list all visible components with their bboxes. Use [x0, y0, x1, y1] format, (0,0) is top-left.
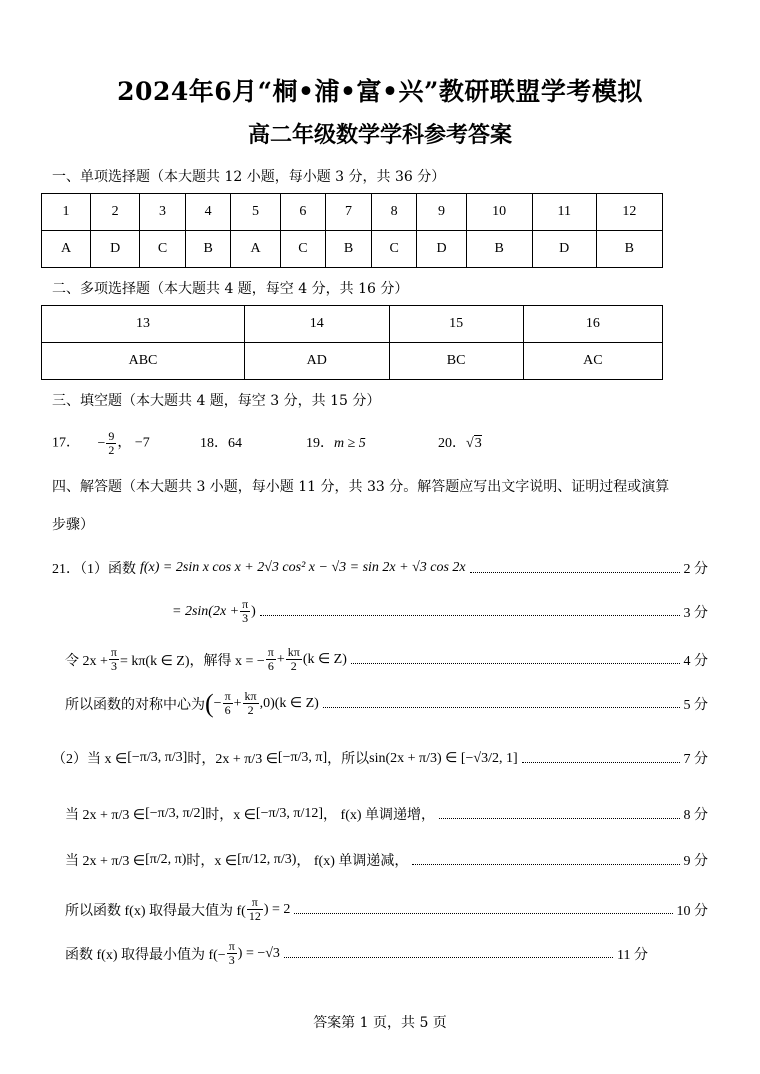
frac-num: π: [110, 645, 117, 659]
table-row-answers: [42, 231, 663, 268]
frac-den: 2: [247, 703, 254, 717]
dot-leader: [470, 572, 680, 573]
table-cell: C: [140, 231, 186, 268]
table-cell: 11: [532, 194, 596, 231]
q21-line-2: [172, 598, 708, 625]
q18-answer: 18．64: [200, 436, 242, 451]
minus-sign: −: [213, 695, 222, 711]
q17-fraction: [106, 430, 116, 457]
q21-line-1: [52, 558, 708, 578]
dot-leader: [522, 762, 680, 763]
frac-num: π: [267, 645, 274, 659]
table-cell: 5: [231, 194, 280, 231]
q20-answer: 20．√3: [438, 436, 482, 451]
dot-leader: [260, 615, 680, 616]
q21-expr-6-post: ， f(x) 单调递增，: [323, 808, 436, 823]
page-title: 2024年6月“桐•浦•富•兴”教研联盟学考模拟: [117, 77, 643, 106]
plus-sign: +: [233, 695, 242, 711]
score-label: 10 分: [676, 903, 708, 919]
q17-rest: ， −7: [117, 435, 150, 451]
q21-line-4: [65, 690, 708, 717]
plus-sign: +: [276, 651, 285, 667]
table-cell: A: [42, 231, 91, 268]
q21-expr-5-mid2: ，所以: [327, 752, 370, 767]
frac-den: 6: [224, 703, 231, 717]
q21-line-9: [65, 940, 648, 967]
q20-label: 20．: [438, 436, 466, 451]
q19-value: m ≥ 5: [334, 436, 366, 451]
q17-label: 17．: [52, 435, 80, 451]
interval-1: [−π/3, π/3]: [127, 750, 188, 765]
frac-num: π: [228, 939, 235, 953]
q21-expr-6-pre: 当 2x + π/3 ∈: [65, 808, 146, 823]
q21-expr-4-pre: 所以函数的对称中心为: [65, 697, 205, 713]
fraction: [243, 690, 259, 717]
q21-expr-3-post: (k ∈ Z): [302, 652, 347, 667]
table-cell: 1: [42, 194, 91, 231]
fraction: [227, 940, 237, 967]
q21-line-5: [52, 748, 708, 768]
page-subtitle: 高二年级数学学科参考答案: [247, 122, 512, 148]
dot-leader: [439, 818, 679, 819]
section4-heading: 四、解答题（本大题共 3 小题，每小题 11 分，共 33 分。解答题应写出文字说明、证明过程或演算: [52, 479, 670, 495]
score-label: 2 分: [683, 562, 708, 577]
q21-expr-5-range: sin(2x + π/3) ∈ [−√3/2, 1]: [369, 750, 518, 766]
table-cell: B: [596, 231, 662, 268]
table-cell: A: [231, 231, 280, 268]
page-footer: 答案第 1 页，共 5 页: [313, 1015, 447, 1031]
table-cell: AD: [244, 343, 389, 380]
q17-minus: −: [97, 435, 106, 451]
fraction: [266, 646, 276, 673]
q21-expr-4-post: ,0)(k ∈ Z): [259, 696, 319, 711]
q21-line-6: [65, 804, 708, 824]
q21-expr-5-pre: （2）当 x ∈: [52, 752, 128, 767]
frac-den: 3: [110, 659, 117, 673]
q21-line-8: [65, 896, 708, 923]
frac-den: 3: [242, 611, 249, 625]
q21-label: 21．（1）函数: [52, 562, 136, 577]
fraction: [223, 690, 233, 717]
paren-open: (: [205, 688, 214, 718]
q17-den: 2: [108, 443, 115, 457]
single-choice-table: [41, 193, 663, 268]
table-cell: B: [326, 231, 372, 268]
table-cell: 16: [523, 306, 662, 343]
q21-expr-9-post: ) = −√3: [237, 945, 280, 961]
q17-answer: [52, 430, 150, 457]
q19-label: 19．: [306, 436, 334, 451]
q21-expr-6-mid: 时，x ∈: [205, 808, 256, 823]
q21-expr-2-pre: = 2sin(2x +: [172, 603, 240, 619]
multi-choice-table: [41, 305, 663, 380]
q21-expr-2-post: ): [251, 603, 256, 619]
frac-den: 6: [267, 659, 274, 673]
table-cell: 12: [596, 194, 662, 231]
frac-den: 3: [228, 953, 235, 967]
section4-heading-cont: 步骤）: [52, 517, 94, 533]
table-cell: B: [185, 231, 231, 268]
table-cell: 4: [185, 194, 231, 231]
q21-expr-3-pre: 令 2x +: [65, 653, 108, 669]
score-label: 9 分: [683, 854, 708, 869]
q21-expr-1: f(x) = 2sin x cos x + 2√3 cos² x − √3 = sin 2x + √3 cos 2x: [140, 560, 466, 575]
fraction: [286, 646, 302, 673]
fraction: [240, 598, 250, 625]
score-label: 3 分: [683, 605, 708, 621]
frac-num: kπ: [244, 689, 257, 703]
q21-expr-9-pre: 函数 f(x) 取得最小值为 f(−: [65, 947, 226, 963]
score-label: 11 分: [617, 947, 648, 963]
table-cell: 2: [91, 194, 140, 231]
score-label: 7 分: [683, 752, 708, 767]
frac-den: 12: [248, 909, 261, 923]
dot-leader: [323, 707, 680, 708]
table-row-questions: [42, 306, 663, 343]
table-cell: 13: [42, 306, 245, 343]
score-label: 5 分: [683, 697, 708, 713]
table-cell: 3: [140, 194, 186, 231]
q21-line-3: [65, 646, 708, 673]
table-cell: BC: [389, 343, 523, 380]
section3-heading: 三、填空题（本大题共 4 题，每空 3 分，共 15 分）: [52, 393, 381, 409]
table-cell: D: [91, 231, 140, 268]
q21-expr-7-pre: 当 2x + π/3 ∈: [65, 854, 146, 869]
dot-leader: [294, 913, 672, 914]
interval-2: [−π/3, π/12]: [255, 806, 324, 821]
table-cell: C: [280, 231, 326, 268]
dot-leader: [284, 957, 613, 958]
table-cell: 7: [326, 194, 372, 231]
table-cell: 9: [417, 194, 466, 231]
section2-heading: 二、多项选择题（本大题共 4 题，每空 4 分，共 16 分）: [52, 281, 409, 297]
interval-2: [−π/3, π]: [277, 750, 328, 765]
table-cell: 8: [371, 194, 417, 231]
section1-heading: 一、单项选择题（本大题共 12 小题，每小题 3 分，共 36 分）: [52, 169, 446, 185]
table-cell: D: [532, 231, 596, 268]
score-label: 8 分: [683, 808, 708, 823]
q21-expr-5-mid: 时，2x + π/3 ∈: [187, 752, 278, 767]
table-cell: ABC: [42, 343, 245, 380]
frac-den: 2: [290, 659, 297, 673]
table-cell: D: [417, 231, 466, 268]
fraction: [247, 896, 263, 923]
frac-num: π: [247, 896, 263, 910]
score-label: 4 分: [683, 653, 708, 669]
frac-num: kπ: [287, 645, 300, 659]
interval-1: [−π/3, π/2]: [145, 806, 206, 821]
q21-expr-7-mid: 时，x ∈: [186, 854, 238, 869]
interval-1: [π/2, π): [145, 852, 187, 867]
table-cell: B: [466, 231, 532, 268]
dot-leader: [412, 864, 679, 865]
interval-2: [π/12, π/3): [237, 852, 297, 867]
table-cell: C: [371, 231, 417, 268]
q21-expr-8-pre: 所以函数 f(x) 取得最大值为 f(: [65, 903, 246, 919]
table-cell: 10: [466, 194, 532, 231]
table-row-questions: [42, 194, 663, 231]
table-cell: 15: [389, 306, 523, 343]
q20-value: 3: [474, 436, 482, 451]
q17-num: 9: [108, 429, 115, 443]
frac-num: π: [224, 689, 231, 703]
fraction: [109, 646, 119, 673]
table-cell: 14: [244, 306, 389, 343]
dot-leader: [351, 663, 680, 664]
table-row-answers: [42, 343, 663, 380]
q19-answer: [306, 432, 366, 452]
q21-expr-8-post: ) = 2: [263, 901, 291, 917]
frac-num: π: [242, 597, 249, 611]
q21-expr-3-mid: = kπ(k ∈ Z)，解得 x = −: [119, 653, 265, 669]
q21-expr-7-post: ， f(x) 单调递减，: [296, 854, 409, 869]
table-cell: AC: [523, 343, 662, 380]
table-cell: 6: [280, 194, 326, 231]
q21-line-7: [65, 850, 708, 870]
